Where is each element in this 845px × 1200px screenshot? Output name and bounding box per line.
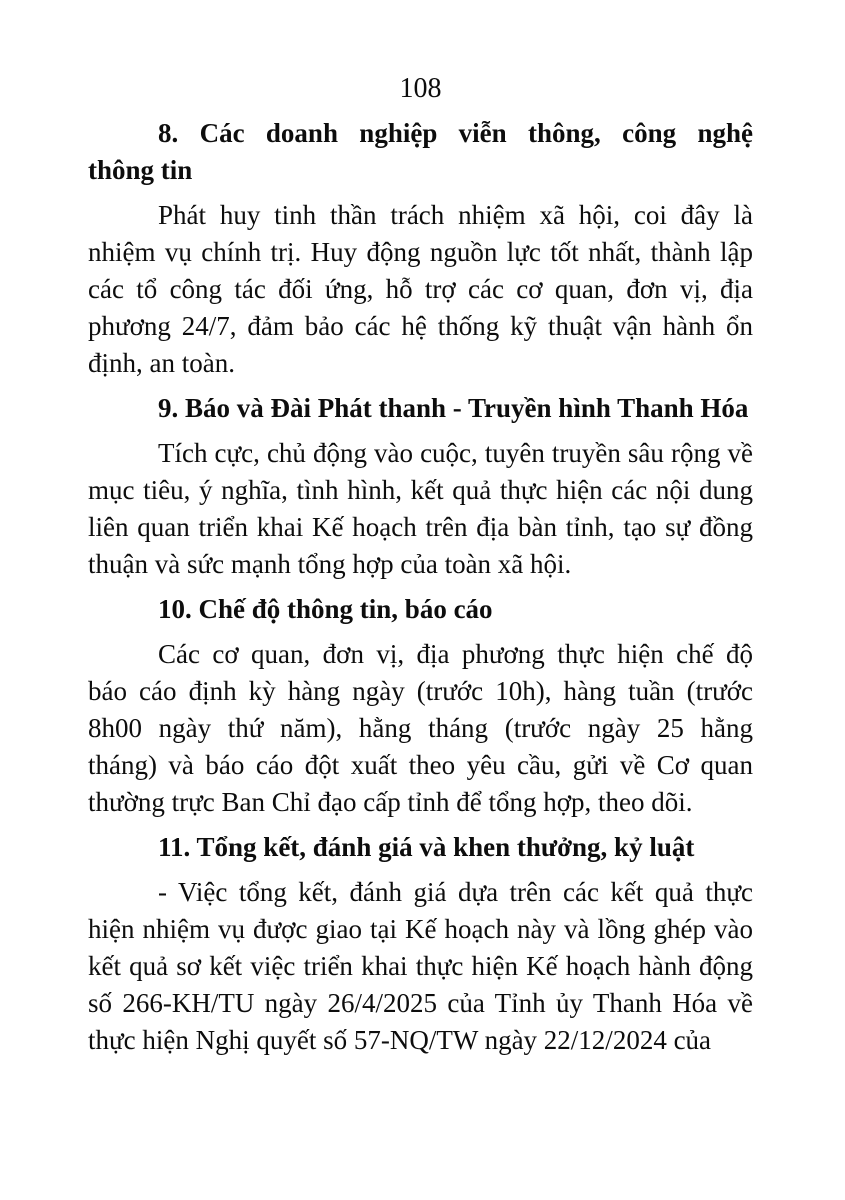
section-9-heading [88,390,753,427]
text-line: 8h00 ngày thứ năm), hằng tháng (trước ngày 25 hằng [88,713,753,743]
text-line: Phát huy tinh thần trách nhiệm xã hội, coi đây là [158,200,753,230]
section-11-heading [88,829,753,866]
section-10-paragraph [88,636,753,821]
text-line: phương 24/7, đảm bảo các hệ thống kỹ thuật vận hành ổn [88,311,753,341]
text-line: số 266-KH/TU ngày 26/4/2025 của Tỉnh ủy Thanh Hóa về [88,988,753,1018]
text-line: Tích cực, chủ động vào cuộc, tuyên truyền sâu rộng về [158,438,753,468]
text-line: 8. Các doanh nghiệp viễn thông, công nghệ [158,118,753,148]
text-line: thực hiện Nghị quyết số 57-NQ/TW ngày 22/12/2024 của [88,1025,712,1055]
section-8-paragraph [88,197,753,382]
section-9-paragraph [88,435,753,583]
text-line: thuận và sức mạnh tổng hợp của toàn xã hội. [88,549,572,579]
text-line: kết quả sơ kết việc triển khai thực hiện Kế hoạch hành động [88,951,753,981]
text-line: 9. Báo và Đài Phát thanh - Truyền hình Thanh Hóa [158,393,749,423]
text-line: báo cáo định kỳ hàng ngày (trước 10h), hàng tuần (trước [88,676,753,706]
text-line: 10. Chế độ thông tin, báo cáo [158,594,493,624]
text-line: thường trực Ban Chỉ đạo cấp tỉnh để tổng hợp, theo dõi. [88,787,693,817]
text-line: Các cơ quan, đơn vị, địa phương thực hiện chế độ [158,639,753,669]
text-line: - Việc tổng kết, đánh giá dựa trên các kết quả thực [158,877,753,907]
text-line: mục tiêu, ý nghĩa, tình hình, kết quả thực hiện các nội dung [88,475,753,505]
text-line: định, an toàn. [88,348,235,378]
page-number: 108 [399,73,442,104]
text-line: hiện nhiệm vụ được giao tại Kế hoạch này và lồng ghép vào [88,914,753,944]
text-line: thông tin [88,155,193,185]
content-blocks [88,115,753,1059]
text-line: nhiệm vụ chính trị. Huy động nguồn lực tốt nhất, thành lập [88,237,753,267]
section-11-paragraph [88,874,753,1059]
text-line: tháng) và báo cáo đột xuất theo yêu cầu, gửi về Cơ quan [88,750,753,780]
section-8-heading [88,115,753,189]
section-10-heading [88,591,753,628]
text-line: các tổ công tác đối ứng, hỗ trợ các cơ quan, đơn vị, địa [88,274,753,304]
text-line: 11. Tổng kết, đánh giá và khen thưởng, kỷ luật [158,832,695,862]
text-line: liên quan triển khai Kế hoạch trên địa bàn tỉnh, tạo sự đồng [88,512,753,542]
